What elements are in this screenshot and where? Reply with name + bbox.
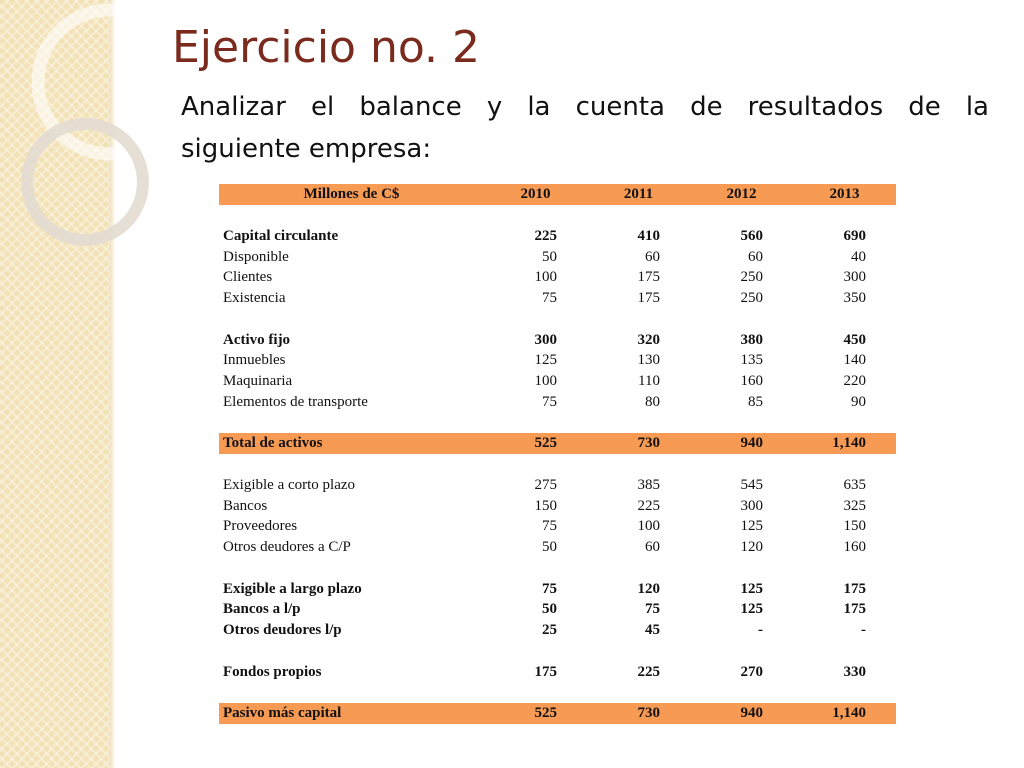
table-row <box>219 246 896 267</box>
row-label: Total de activos <box>219 433 484 454</box>
row-value: 75 <box>542 290 557 307</box>
row-value: 125 <box>740 601 763 618</box>
row-value <box>587 682 690 703</box>
row-value <box>587 641 690 662</box>
row-label: Exigible a largo plazo <box>223 580 362 597</box>
row-value: 940 <box>690 433 793 454</box>
row-value: 300 <box>740 497 763 514</box>
row-value: 85 <box>748 393 763 410</box>
row-value <box>587 454 690 475</box>
slide-subtitle <box>181 86 989 170</box>
row-label: Existencia <box>223 290 286 307</box>
row-value: 75 <box>542 518 557 535</box>
row-value: 100 <box>534 373 557 390</box>
row-label <box>219 412 484 433</box>
row-value <box>793 412 896 433</box>
row-value <box>793 558 896 579</box>
table-row <box>219 433 896 454</box>
row-value <box>690 412 793 433</box>
row-label <box>219 558 484 579</box>
row-value: 140 <box>843 352 866 369</box>
row-value: 525 <box>484 703 587 724</box>
row-label: Otros deudores l/p <box>223 622 342 639</box>
row-value <box>690 309 793 330</box>
spacer-row <box>219 412 896 433</box>
row-value: 60 <box>748 248 763 265</box>
row-value: 275 <box>534 476 557 493</box>
row-value: 50 <box>542 248 557 265</box>
row-value: 250 <box>740 290 763 307</box>
row-value <box>587 412 690 433</box>
header-year: 2010 <box>484 184 587 205</box>
table-row <box>219 516 896 537</box>
decorative-rings <box>0 0 200 330</box>
row-value: 525 <box>484 433 587 454</box>
spacer-row <box>219 309 896 330</box>
row-value: 175 <box>637 290 660 307</box>
row-value: 730 <box>587 703 690 724</box>
row-value: 320 <box>637 331 660 348</box>
row-value: 300 <box>843 269 866 286</box>
row-value: 1,140 <box>793 703 896 724</box>
table-row <box>219 620 896 641</box>
row-value: 325 <box>843 497 866 514</box>
row-value <box>690 641 793 662</box>
row-label: Disponible <box>223 248 289 265</box>
row-value: 380 <box>740 331 763 348</box>
row-value: 50 <box>542 539 557 556</box>
header-unit-label: Millones de C$ <box>219 184 484 205</box>
row-value: 730 <box>587 433 690 454</box>
row-value: 125 <box>740 580 763 597</box>
row-value <box>484 412 587 433</box>
spacer-row <box>219 682 896 703</box>
row-label: Clientes <box>223 269 273 286</box>
table-row <box>219 288 896 309</box>
row-value: 1,140 <box>793 433 896 454</box>
row-value: 690 <box>843 227 866 244</box>
row-value: 135 <box>740 352 763 369</box>
ring-small <box>27 124 143 240</box>
row-value <box>587 558 690 579</box>
row-value <box>587 309 690 330</box>
row-value <box>793 454 896 475</box>
table-row <box>219 703 896 724</box>
row-value <box>484 558 587 579</box>
row-value: 175 <box>843 601 866 618</box>
row-value: 410 <box>637 227 660 244</box>
row-value: 75 <box>645 601 660 618</box>
row-label <box>219 682 484 703</box>
row-value: 635 <box>843 476 866 493</box>
row-value: 270 <box>740 663 763 680</box>
row-value <box>484 205 587 226</box>
table-row <box>219 495 896 516</box>
row-label: Proveedores <box>223 518 298 535</box>
row-value: 560 <box>740 227 763 244</box>
row-label: Elementos de transporte <box>223 393 368 410</box>
row-value <box>484 309 587 330</box>
table-row <box>219 392 896 413</box>
header-year: 2011 <box>587 184 690 205</box>
row-label: Exigible a corto plazo <box>223 476 356 493</box>
row-label: Fondos propios <box>223 663 322 680</box>
spacer-row <box>219 558 896 579</box>
row-label: Activo fijo <box>223 331 291 348</box>
row-value: 75 <box>542 580 557 597</box>
row-value: 100 <box>534 269 557 286</box>
table-row <box>219 226 896 247</box>
row-value: 160 <box>740 373 763 390</box>
table-row <box>219 578 896 599</box>
table-row <box>219 329 896 350</box>
row-value: 545 <box>740 476 763 493</box>
row-value: 175 <box>534 663 557 680</box>
row-value: 25 <box>542 622 557 639</box>
spacer-row <box>219 641 896 662</box>
row-label: Bancos a l/p <box>223 601 301 618</box>
header-year: 2012 <box>690 184 793 205</box>
row-value <box>793 205 896 226</box>
row-value <box>793 682 896 703</box>
row-label: Pasivo más capital <box>219 703 484 724</box>
row-label: Maquinaria <box>223 373 293 390</box>
row-value: 45 <box>645 622 660 639</box>
row-value: 40 <box>851 248 866 265</box>
row-label: Otros deudores a C/P <box>223 539 351 556</box>
row-value: 60 <box>645 539 660 556</box>
table-row <box>219 599 896 620</box>
row-value <box>793 641 896 662</box>
spacer-row <box>219 454 896 475</box>
row-value <box>587 205 690 226</box>
table-row <box>219 475 896 496</box>
row-value: 175 <box>637 269 660 286</box>
row-value: 220 <box>843 373 866 390</box>
row-value: 150 <box>843 518 866 535</box>
table-row <box>219 537 896 558</box>
row-value: 120 <box>740 539 763 556</box>
row-value: 90 <box>851 393 866 410</box>
row-label <box>219 309 484 330</box>
table-row <box>219 350 896 371</box>
row-label: Bancos <box>223 497 268 514</box>
row-value: 150 <box>534 497 557 514</box>
row-value: 50 <box>542 601 557 618</box>
row-value: 300 <box>534 331 557 348</box>
row-value: 125 <box>740 518 763 535</box>
row-label <box>219 641 484 662</box>
row-label: Capital circulante <box>223 227 339 244</box>
row-value: 125 <box>534 352 557 369</box>
row-value: - <box>861 622 866 639</box>
row-label <box>219 205 484 226</box>
row-value: 225 <box>637 497 660 514</box>
row-value: 110 <box>638 373 660 390</box>
row-label <box>219 454 484 475</box>
row-value <box>690 205 793 226</box>
slide-title: Ejercicio no. 2 <box>172 22 480 73</box>
table-row <box>219 267 896 288</box>
row-value: 350 <box>843 290 866 307</box>
row-value: 130 <box>637 352 660 369</box>
row-value: 120 <box>637 580 660 597</box>
row-value: 80 <box>645 393 660 410</box>
row-value: 160 <box>843 539 866 556</box>
table-row <box>219 371 896 392</box>
row-value: 940 <box>690 703 793 724</box>
row-value: 450 <box>843 331 866 348</box>
row-value: 175 <box>843 580 866 597</box>
row-value: 225 <box>534 227 557 244</box>
row-value: 225 <box>637 663 660 680</box>
header-year: 2013 <box>793 184 896 205</box>
row-value: 75 <box>542 393 557 410</box>
table-row <box>219 661 896 682</box>
row-value: 330 <box>843 663 866 680</box>
subtitle-line-1: Analizar el balance y la cuenta de resultados de la <box>181 92 989 122</box>
spacer-row <box>219 205 896 226</box>
row-value: 60 <box>645 248 660 265</box>
subtitle-line-2: siguiente empresa: <box>181 134 432 164</box>
row-value: - <box>758 622 763 639</box>
row-label: Inmuebles <box>223 352 286 369</box>
balance-table <box>219 184 896 724</box>
row-value <box>484 454 587 475</box>
row-value <box>484 682 587 703</box>
table-header-row <box>219 184 896 205</box>
row-value: 385 <box>637 476 660 493</box>
row-value: 100 <box>637 518 660 535</box>
row-value <box>690 558 793 579</box>
row-value: 250 <box>740 269 763 286</box>
row-value <box>690 454 793 475</box>
row-value <box>690 682 793 703</box>
row-value <box>793 309 896 330</box>
row-value <box>484 641 587 662</box>
